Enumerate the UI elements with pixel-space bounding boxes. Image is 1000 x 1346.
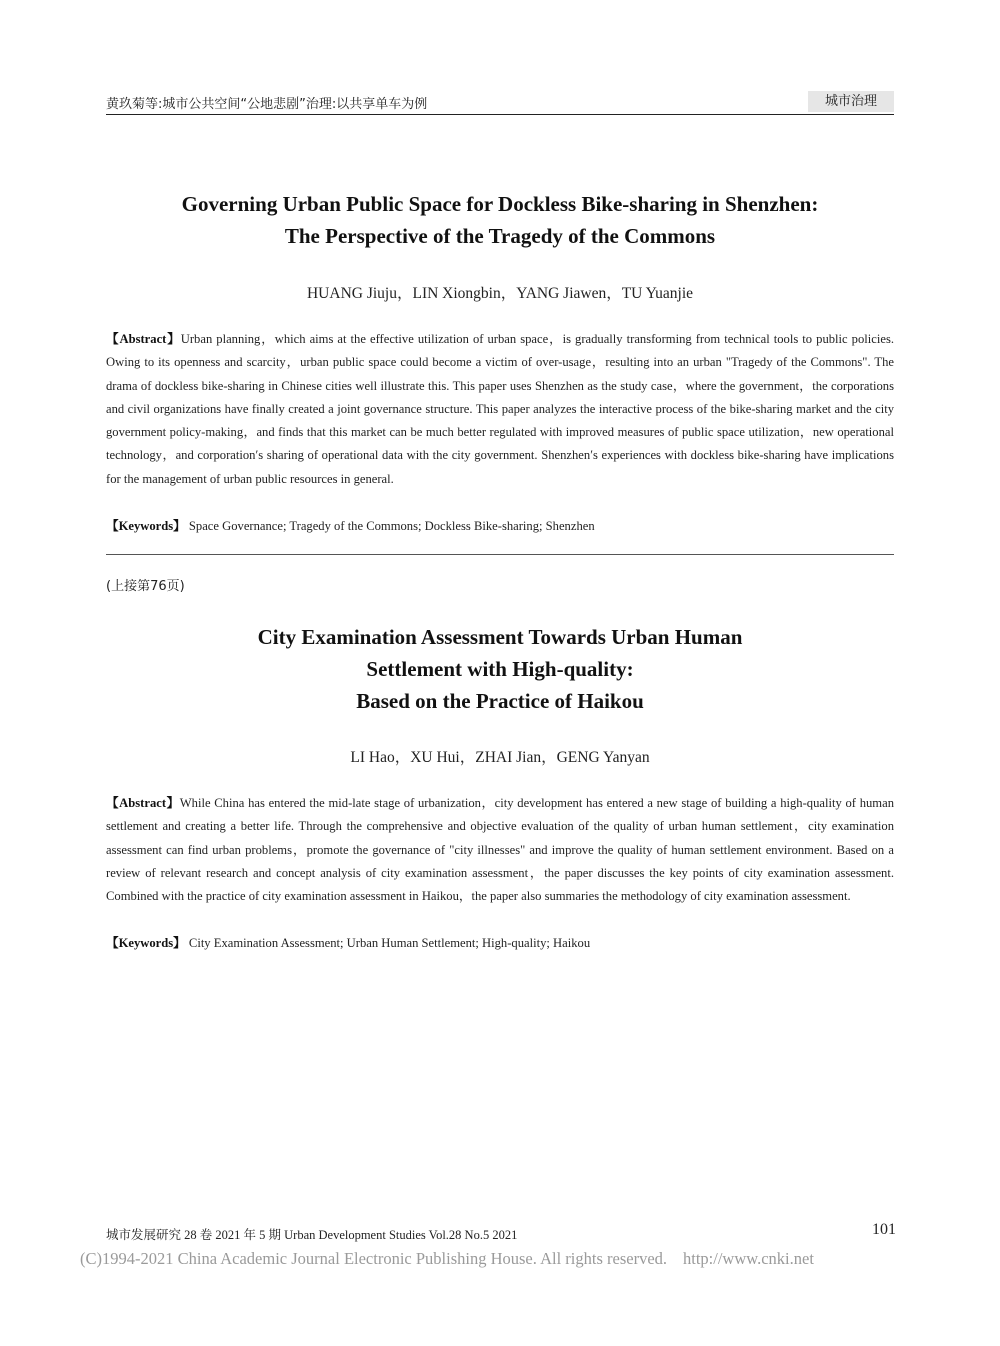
running-header-title: 黄玖菊等:城市公共空间“公地悲剧”治理:以共享单车为例 [106, 97, 428, 112]
section-divider [106, 554, 894, 555]
article2-title-line3: Based on the Practice of Haikou [356, 689, 644, 713]
cnki-url: http://www.cnki.net [683, 1249, 814, 1268]
article2-title-line1: City Examination Assessment Towards Urban Human [257, 625, 743, 649]
article2-abstract-text: While China has entered the mid-late stage of urbanization，city development has entered a new stage of building a high-quality of human settlement and creating a better life. Through the comprehensive and objective evaluation of the quality of urban human settlement，city examination assessment can find urban problems，promote the governance of "city illnesses" and improve the quality of human settlement environment. Based on a review of relevant research and concept analysis of city examination assessment，the paper discusses the key points of city examination assessment. Combined with the practice of city examination assessment in Haikou，the paper also summaries the methodology of city examination assessment. [106, 796, 894, 904]
article1-keywords-label: 【Keywords】 [106, 519, 186, 533]
article2-title-line2: Settlement with High-quality: [366, 657, 634, 681]
page-number: 101 [872, 1221, 896, 1238]
article2-authors: LI Hao，XU Hui，ZHAI Jian，GENG Yanyan [350, 749, 650, 766]
copyright-line [80, 1249, 814, 1269]
article1-abstract-label: 【Abstract】 [106, 332, 181, 346]
article1-keywords-text: Space Governance; Tragedy of the Commons; Dockless Bike-sharing; Shenzhen [185, 519, 595, 533]
article2-abstract [106, 792, 894, 908]
copyright-text: (C)1994-2021 China Academic Journal Electronic Publishing House. All rights reserved. [80, 1249, 668, 1268]
article2-keywords [106, 932, 894, 955]
article2-title [106, 621, 894, 717]
running-header [106, 90, 894, 115]
section-badge: 城市治理 [808, 91, 894, 112]
article1-title [106, 188, 894, 252]
article2-keywords-text: City Examination Assessment; Urban Human Settlement; High-quality; Haikou [185, 936, 591, 950]
article1-abstract [106, 328, 894, 491]
article2-keywords-label: 【Keywords】 [106, 936, 186, 950]
article1-title-line1: Governing Urban Public Space for Dockless Bike-sharing in Shenzhen: [181, 192, 819, 216]
article1-keywords [106, 515, 894, 538]
article1-authors: HUANG Jiuju，LIN Xiongbin，YANG Jiawen，TU Yuanjie [306, 285, 694, 302]
continued-note: (上接第76页) [106, 579, 185, 594]
article2-abstract-label: 【Abstract】 [106, 796, 180, 810]
article1-abstract-text: Urban planning，which aims at the effective utilization of urban space，is gradually transforming from technical tools to public policies. Owing to its openness and scarcity，urban public space could become a victim of over-usage，resulting into an urban "Tragedy of the Commons". The drama of dockless bike-sharing in Chinese cities well illustrate this. This paper uses Shenzhen as the study case，where the government，the corporations and civil organizations have finally created a joint governance structure. This paper analyzes the interactive process of the bike-sharing market and the city government policy-making，and finds that this market can be much better regulated with improved measures of public space utilization，new operational technology，and corporation′s sharing of operational data with the city government. Shenzhen′s experiences with dockless bike-sharing have implications for the management of urban public resources in general. [106, 332, 894, 486]
journal-footer: 城市发展研究 28 卷 2021 年 5 期 Urban Development Studies Vol.28 No.5 2021 [106, 1228, 518, 1242]
article1-title-line2: The Perspective of the Tragedy of the Commons [284, 224, 716, 248]
